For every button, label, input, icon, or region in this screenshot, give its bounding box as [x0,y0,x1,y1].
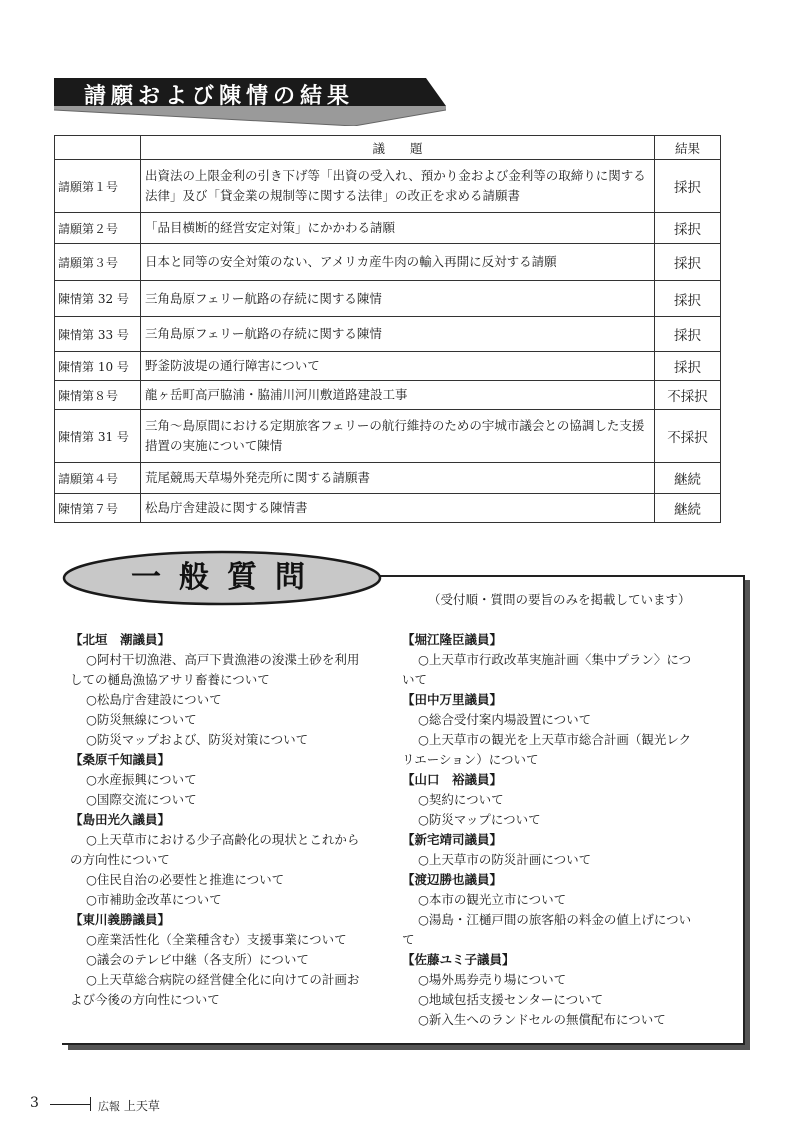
petition-subject: 三角島原フェリー航路の存続に関する陳情 [141,281,655,317]
petition-subject: 日本と同等の安全対策のない、アメリカ産牛肉の輸入再開に反対する請願 [141,244,655,281]
question-item: ○新入生へのランドセルの無償配布について [418,1012,666,1027]
table-row [55,381,721,410]
table-row [55,281,721,317]
question-item: ○上天草市行政改革実施計画〈集中プラン〉について [402,652,692,687]
question-item: ○阿村干切漁港、高戸下貴漁港の浚渫土砂を利用しての樋島漁協アサリ畜養について [70,652,360,687]
petition-subject: 「品目横断的経営安定対策」にかかわる請願 [141,213,655,244]
petition-number: 請願第４号 [55,463,141,494]
question-item: ○湯島・江樋戸間の旅客船の料金の値上げについて [402,912,692,947]
member-block [402,770,702,830]
footer-tick [90,1097,91,1111]
petition-subject: 松島庁舎建設に関する陳情書 [141,494,655,523]
question-item: ○上天草市の観光を上天草市総合計画（観光レクリエーション）について [402,732,692,767]
petition-subject: 三角～島原間における定期旅客フェリーの航行維持のための宇城市議会との協調した支援措置の実施について陳情 [141,410,655,463]
member-name: 【北垣 潮議員】 [70,632,171,647]
question-item: ○防災無線について [86,712,197,727]
question-item: ○場外馬券売り場について [418,972,567,987]
box-shadow-right [745,580,750,1050]
member-block [402,630,702,690]
petition-number: 陳情第 31 号 [55,410,141,463]
member-block [402,830,702,870]
member-name: 【山口 裕議員】 [402,772,503,787]
question-item: ○上天草市の防災計画について [418,852,592,867]
member-name: 【田中万里議員】 [402,692,503,707]
petition-result: 採択 [655,317,721,352]
section2-title: 一般質問 [131,560,323,595]
questions-left-column [70,630,370,1010]
member-name: 【東川義勝議員】 [70,912,171,927]
question-item: ○防災マップについて [418,812,541,827]
petitions-table [54,135,721,523]
member-name: 【渡辺勝也議員】 [402,872,503,887]
question-item: ○議会のテレビ中継（各支所）について [86,952,309,967]
petition-subject: 野釜防波堤の通行障害について [141,352,655,381]
member-block [70,630,370,750]
publication-name [98,1097,160,1114]
petition-number: 請願第３号 [55,244,141,281]
member-name: 【堀江隆臣議員】 [402,632,503,647]
question-item: ○上天草総合病院の経営健全化に向けての計画および今後の方向性について [70,972,360,1007]
question-item: ○住民自治の必要性と推進について [86,872,285,887]
petition-result: 継続 [655,494,721,523]
question-item: ○契約について [418,792,504,807]
header-subject: 議 題 [141,136,655,160]
petition-number: 陳情第 10 号 [55,352,141,381]
header-num [55,136,141,160]
petition-number: 陳情第８号 [55,381,141,410]
question-item: ○地域包括支援センターについて [418,992,604,1007]
question-item: ○市補助金改革について [86,892,222,907]
publication-title: 上天草 [123,1099,160,1113]
table-row [55,160,721,213]
question-item: ○本市の観光立市について [418,892,567,907]
page-number: 3 [30,1095,39,1111]
petition-result: 不採択 [655,381,721,410]
petition-number: 陳情第 32 号 [55,281,141,317]
publication-label: 広報 [98,1100,120,1113]
member-name: 【島田光久議員】 [70,812,171,827]
petition-number: 請願第２号 [55,213,141,244]
table-row [55,244,721,281]
question-item: ○防災マップおよび、防災対策について [86,732,309,747]
box-border-bottom [62,1043,745,1045]
question-item: ○総合受付案内場設置について [418,712,592,727]
question-item: ○国際交流について [86,792,197,807]
box-border-top [376,575,745,577]
petition-result: 継続 [655,463,721,494]
section2-banner [62,550,382,606]
section1-banner [54,78,446,126]
petition-result: 採択 [655,352,721,381]
member-block [402,950,702,1030]
member-block [70,910,370,1010]
member-name: 【新宅靖司議員】 [402,832,503,847]
petition-subject: 龍ヶ岳町高戸脇浦・脇浦川河川敷道路建設工事 [141,381,655,410]
question-item: ○産業活性化（全業種含む）支援事業について [86,932,347,947]
box-shadow-bottom [68,1045,750,1050]
petition-number: 請願第１号 [55,160,141,213]
petition-result: 採択 [655,213,721,244]
table-row [55,410,721,463]
table-row [55,463,721,494]
table-row [55,213,721,244]
table-row [55,352,721,381]
petition-subject: 荒尾競馬天草場外発売所に関する請願書 [141,463,655,494]
section1-title: 請願および陳情の結果 [84,84,355,109]
footer-rule [50,1104,90,1105]
member-block [402,690,702,770]
member-block [70,750,370,810]
petition-subject: 出資法の上限金利の引き下げ等「出資の受入れ、預かり金および金利等の取締りに関する法律」及び「貸金業の規制等に関する法律」の改正を求める請願書 [141,160,655,213]
petition-result: 不採択 [655,410,721,463]
question-item: ○松島庁舎建設について [86,692,222,707]
question-item: ○水産振興について [86,772,197,787]
table-row [55,317,721,352]
question-item: ○上天草市における少子高齢化の現状とこれからの方向性について [70,832,360,867]
petition-subject: 三角島原フェリー航路の存続に関する陳情 [141,317,655,352]
petition-result: 採択 [655,160,721,213]
table-row [55,494,721,523]
member-name: 【佐藤ユミ子議員】 [402,952,515,967]
petition-result: 採択 [655,244,721,281]
box-border-right [743,575,745,1044]
section2-note: （受付順・質問の要旨のみを掲載しています） [428,592,691,607]
member-block [402,870,702,950]
questions-right-column [402,630,702,1030]
petition-result: 採択 [655,281,721,317]
petition-number: 陳情第７号 [55,494,141,523]
member-name: 【桑原千知議員】 [70,752,171,767]
member-block [70,810,370,910]
header-result: 結果 [655,136,721,160]
table-header-row [55,136,721,160]
petition-number: 陳情第 33 号 [55,317,141,352]
